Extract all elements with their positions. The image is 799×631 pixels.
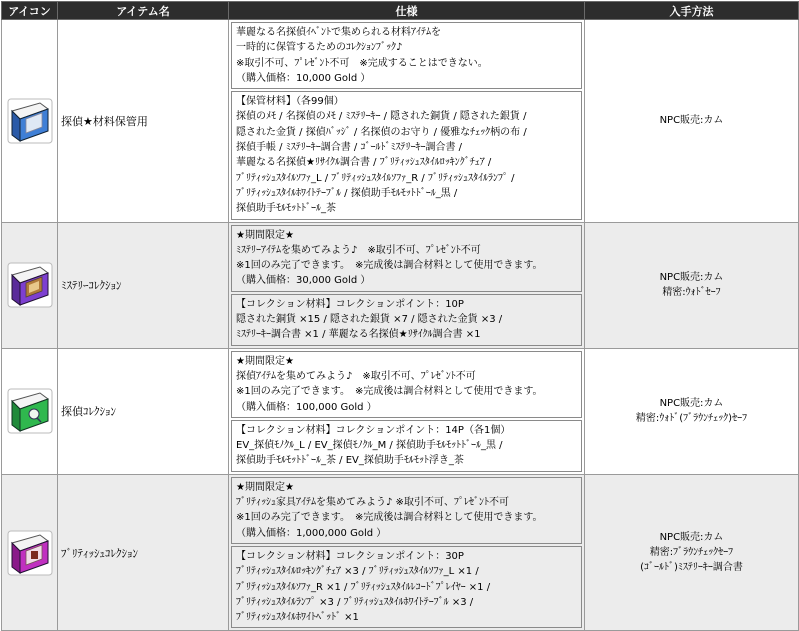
spec-line: ※1回のみ完了できます。 ※完成後は調合材料として使用できます。 — [236, 260, 543, 272]
table-row — [2, 348, 799, 474]
spec-materials — [231, 420, 582, 472]
collection-table — [1, 1, 799, 631]
method-cell — [585, 348, 799, 474]
spec-line: ★期間限定★ — [236, 481, 294, 493]
spec-cell — [229, 474, 585, 631]
spec-cell — [229, 222, 585, 348]
item-name: ﾌﾞﾘﾃｨｯｼｭｺﾚｸｼｮﾝ — [58, 474, 229, 631]
spec-line: ※取引不可、ﾌﾟﾚｾﾞﾝﾄ不可 ※完成することはできない。 — [236, 57, 488, 69]
spec-line: （購入価格：1,000,000 Gold ） — [236, 527, 387, 539]
spec-line: ﾌﾞﾘﾃｨｯｼｭ家具ｱｲﾃﾑを集めてみよう♪ ※取引不可、ﾌﾟﾚｾﾞﾝﾄ不可 — [236, 497, 509, 509]
spec-line: 【コレクション材料】コレクションポイント：10P — [236, 298, 464, 310]
spec-line: ※1回のみ完了できます。 ※完成後は調合材料として使用できます。 — [236, 386, 543, 398]
spec-line: 隠された金貨 / 探偵ﾊﾞｯｼﾞ / 名探偵のお守り / 優雅なﾁｪｯｸ柄の布 / — [236, 126, 527, 138]
spec-line: ※1回のみ完了できます。 ※完成後は調合材料として使用できます。 — [236, 512, 543, 524]
spec-line: ﾌﾞﾘﾃｨｯｼｭｽﾀｲﾙｿﾌｧ_R ×1 / ﾌﾞﾘﾃｨｯｼｭｽﾀｲﾙﾚｺｰﾄﾞﾌﾟﾚｲﾔｰ ×1 / — [236, 581, 491, 593]
method-line: NPC販売:カム — [659, 532, 724, 544]
method-line: 精密:ﾌﾞﾗｳﾝﾁｪｯｸｾｰﾌ — [649, 547, 734, 559]
method-line: NPC販売:カム — [659, 272, 724, 284]
spec-line: 【保管材料】（各99個） — [236, 96, 344, 108]
header-method: 入手方法 — [585, 2, 799, 20]
spec-line: 華麗なる名探偵ｲﾍﾞﾝﾄで集められる材料ｱｲﾃﾑを — [236, 27, 441, 38]
spec-materials — [231, 294, 582, 346]
spec-description — [231, 477, 582, 544]
spec-cell — [229, 348, 585, 474]
spec-description — [231, 22, 582, 89]
spec-line: ★期間限定★ — [236, 229, 294, 241]
spec-line: ★期間限定★ — [236, 355, 294, 367]
spec-line: ﾌﾞﾘﾃｨｯｼｭｽﾀｲﾙﾗﾝﾌﾟ ×3 / ﾌﾞﾘﾃｨｯｼｭｽﾀｲﾙﾎﾜｲﾄﾃｰﾌﾞﾙ ×3 / — [236, 596, 474, 608]
spec-line: 隠された銅貨 ×15 / 隠された銀貨 ×7 / 隠された金貨 ×3 / — [236, 314, 503, 326]
blue-book-icon — [6, 97, 54, 145]
spec-line: 探偵助手ﾓﾙﾓｯﾄﾄﾞｰﾙ_茶 / EV_探偵助手ﾓﾙﾓｯﾄ浮き_茶 — [236, 455, 464, 467]
method-cell — [585, 474, 799, 631]
table-row — [2, 222, 799, 348]
spec-line: ﾌﾞﾘﾃｨｯｼｭｽﾀｲﾙｿﾌｧ_L / ﾌﾞﾘﾃｨｯｼｭｽﾀｲﾙｿﾌｧ_R / ﾌﾞﾘﾃｨｯｼｭｽﾀｲﾙﾗﾝﾌﾟ / — [236, 172, 515, 184]
spec-line: 一時的に保管するためのｺﾚｸｼｮﾝﾌﾞｯｸ♪ — [236, 42, 403, 54]
spec-line: 探偵助手ﾓﾙﾓｯﾄﾄﾞｰﾙ_茶 — [236, 203, 336, 215]
table-row — [2, 20, 799, 223]
header-icon: アイコン — [2, 2, 58, 20]
icon-cell — [2, 348, 58, 474]
icon-cell — [2, 20, 58, 223]
purple-book-icon — [6, 261, 54, 309]
spec-line: 探偵手帳 / ﾐｽﾃﾘｰｷｰ調合書 / ｺﾞｰﾙﾄﾞﾐｽﾃﾘｰｷｰ調合書 / — [236, 142, 463, 154]
item-name: ﾐｽﾃﾘｰｺﾚｸｼｮﾝ — [58, 222, 229, 348]
green-book-icon — [6, 387, 54, 435]
spec-cell — [229, 20, 585, 223]
spec-line: ﾌﾞﾘﾃｨｯｼｭｽﾀｲﾙﾎﾜｲﾄﾍﾞｯﾄﾞ ×1 — [236, 612, 359, 624]
header-spec: 仕様 — [229, 2, 585, 20]
spec-line: （購入価格：100,000 Gold ） — [236, 401, 377, 413]
spec-line: ﾐｽﾃﾘｰｱｲﾃﾑを集めてみよう♪ ※取引不可、ﾌﾟﾚｾﾞﾝﾄ不可 — [236, 244, 481, 256]
header-name: アイテム名 — [58, 2, 229, 20]
spec-line: ﾌﾞﾘﾃｨｯｼｭｽﾀｲﾙﾛｯｷﾝｸﾞﾁｪｱ ×3 / ﾌﾞﾘﾃｨｯｼｭｽﾀｲﾙｿﾌｧ_L ×1 / — [236, 566, 479, 578]
spec-line: ﾐｽﾃﾘｰｷｰ調合書 ×1 / 華麗なる名探偵★ﾘｻｲｸﾙ調合書 ×1 — [236, 329, 481, 341]
spec-line: 【コレクション材料】コレクションポイント：14P（各1個） — [236, 424, 511, 436]
spec-materials — [231, 546, 582, 628]
spec-line: 探偵ｱｲﾃﾑを集めてみよう♪ ※取引不可、ﾌﾟﾚｾﾞﾝﾄ不可 — [236, 370, 476, 382]
icon-cell — [2, 474, 58, 631]
spec-line: 華麗なる名探偵★ﾘｻｲｸﾙ調合書 / ﾌﾞﾘﾃｨｯｼｭｽﾀｲﾙﾛｯｷﾝｸﾞﾁｪｱ / — [236, 157, 492, 169]
magenta-book-icon — [6, 529, 54, 577]
header-row — [2, 2, 799, 20]
method-line: NPC販売:カム — [659, 398, 724, 410]
icon-cell — [2, 222, 58, 348]
method-cell — [585, 20, 799, 223]
method-line: NPC販売:カム — [659, 115, 724, 127]
table-row — [2, 474, 799, 631]
method-cell — [585, 222, 799, 348]
spec-description — [231, 225, 582, 292]
spec-line: 探偵のﾒﾓ / 名探偵のﾒﾓ / ﾐｽﾃﾘｰｷｰ / 隠された銅貨 / 隠された銀貨 / — [236, 111, 527, 123]
spec-line: （購入価格：10,000 Gold ） — [236, 72, 371, 84]
spec-description — [231, 351, 582, 418]
item-name: 探偵★材料保管用 — [58, 20, 229, 223]
spec-materials — [231, 91, 582, 219]
item-name: 探偵ｺﾚｸｼｮﾝ — [58, 348, 229, 474]
method-line: (ｺﾞｰﾙﾄﾞ)ﾐｽﾃﾘｰｷｰ調合書 — [640, 562, 743, 574]
spec-line: EV_探偵ﾓﾉｸﾙ_L / EV_探偵ﾓﾉｸﾙ_M / 探偵助手ﾓﾙﾓｯﾄﾄﾞｰﾙ_黒 / — [236, 440, 503, 452]
method-line: 精密:ｳｫﾄﾞｾｰﾌ — [662, 287, 721, 299]
spec-line: 【コレクション材料】コレクションポイント：30P — [236, 550, 464, 562]
method-line: 精密:ｳｫﾄﾞ(ﾌﾞﾗｳﾝﾁｪｯｸ)ｾｰﾌ — [635, 413, 748, 425]
spec-line: （購入価格：30,000 Gold ） — [236, 275, 371, 287]
spec-line: ﾌﾞﾘﾃｨｯｼｭｽﾀｲﾙﾎﾜｲﾄﾃｰﾌﾞﾙ / 探偵助手ﾓﾙﾓｯﾄﾄﾞｰﾙ_黒 / — [236, 187, 458, 199]
